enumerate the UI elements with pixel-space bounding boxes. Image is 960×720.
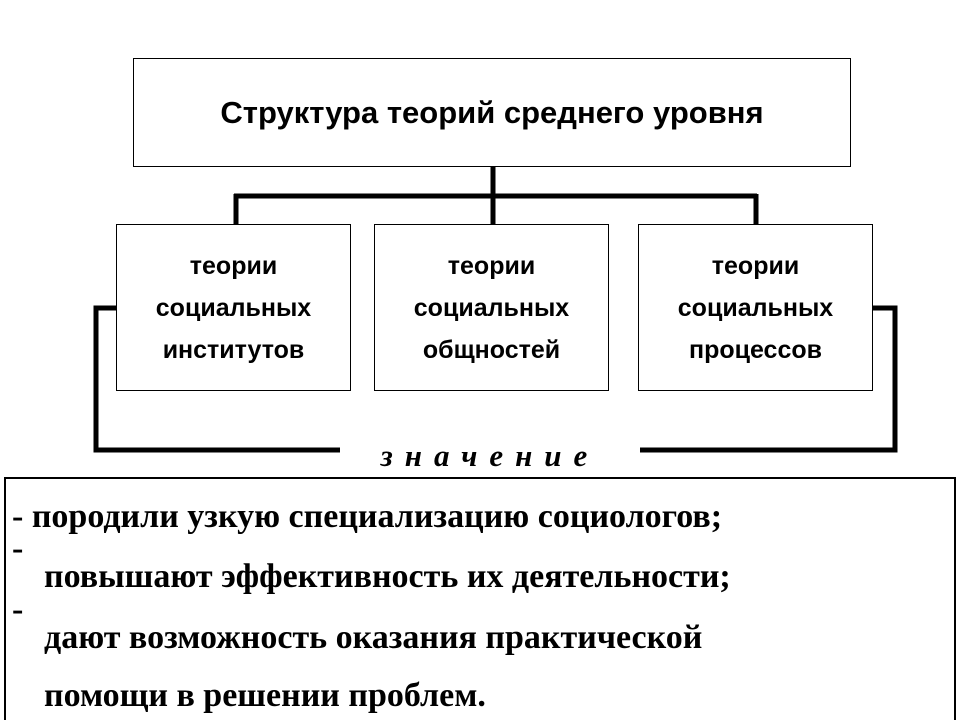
meaning-label: значение	[340, 436, 640, 476]
box-line: теории	[189, 251, 278, 280]
bullet-dash: -	[12, 530, 24, 567]
box-line: теории	[447, 251, 536, 280]
box-line: социальных	[155, 293, 312, 322]
box-line: институтов	[162, 335, 305, 364]
meaning-list-item: повышают эффективность их деятельности;	[44, 558, 731, 595]
box-line: социальных	[413, 293, 570, 322]
box-social-institutions	[116, 224, 351, 391]
meaning-list-item: - породили узкую специализацию социологов;	[12, 498, 723, 535]
meaning-list-item-continued: помощи в решении проблем.	[44, 677, 486, 714]
box-line: процессов	[688, 335, 823, 364]
title-box	[133, 58, 851, 167]
box-social-processes	[638, 224, 873, 391]
meaning-list-box	[4, 477, 956, 720]
meaning-list-item: дают возможность оказания практической	[44, 619, 703, 656]
box-social-communities	[374, 224, 609, 391]
box-line: социальных	[677, 293, 834, 322]
diagram-title: Структура теорий среднего уровня	[220, 94, 764, 130]
box-line: теории	[711, 251, 800, 280]
bullet-dash: -	[12, 591, 24, 628]
box-line: общностей	[422, 335, 561, 364]
